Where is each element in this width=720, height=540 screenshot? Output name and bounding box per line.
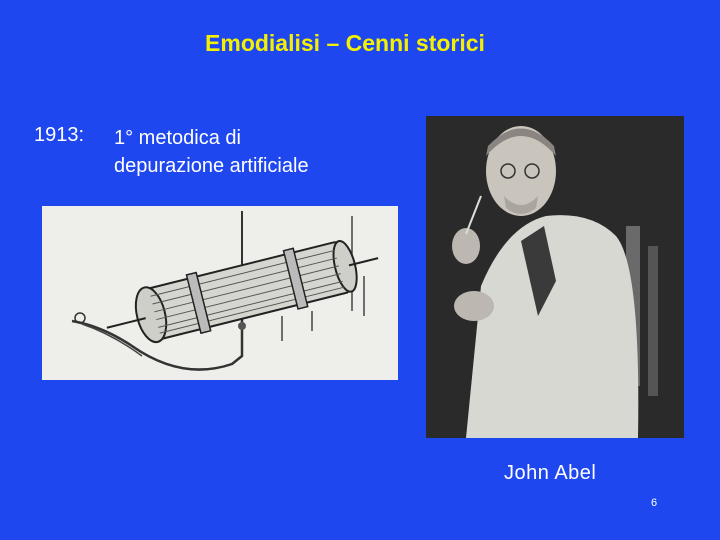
slide-title: Emodialisi – Cenni storici <box>205 30 485 56</box>
year-label: 1913: <box>34 124 85 146</box>
description-line-2: depurazione artificiale <box>114 155 309 177</box>
john-abel-portrait <box>426 116 684 438</box>
portrait-caption: John Abel <box>504 462 597 484</box>
description-line-1: 1° metodica di <box>114 127 241 149</box>
dialyzer-drawing <box>42 206 398 380</box>
description <box>114 124 309 180</box>
page-number: 6 <box>651 497 658 509</box>
